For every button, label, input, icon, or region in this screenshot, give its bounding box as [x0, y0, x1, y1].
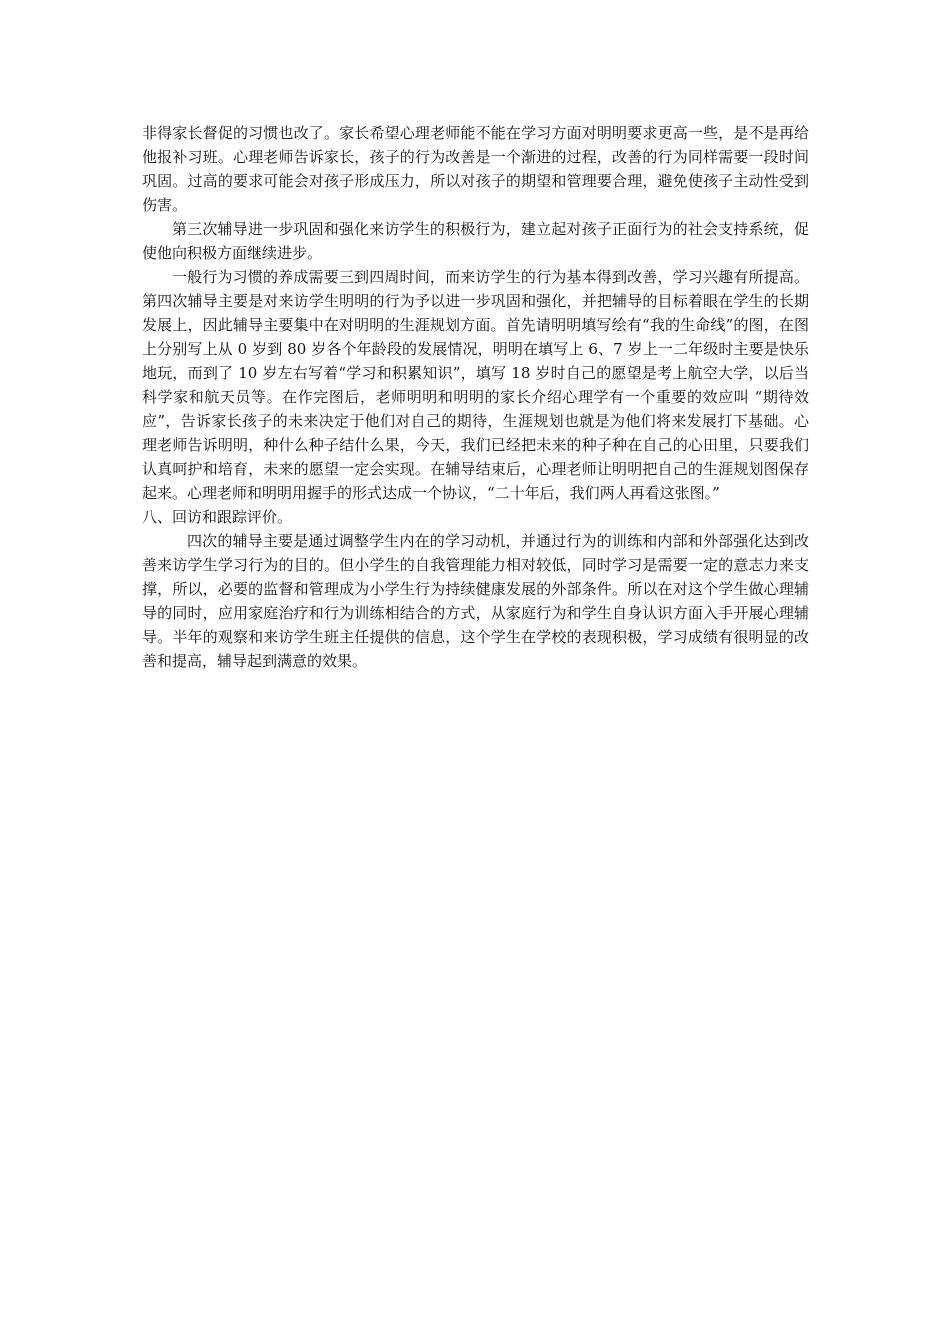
paragraph-third-session: 第三次辅导进一步巩固和强化来访学生的积极行为，建立起对孩子正面行为的社会支持系统，促使他向积极方面继续进步。 [142, 220, 809, 262]
paragraph-continuation: 非得家长督促的习惯也改了。家长希望心理老师能不能在学习方面对明明要求更高一些，是不是再给他报补习班。心理老师告诉家长，孩子的行为改善是一个渐进的过程，改善的行为同样需要一段时间巩固。过高的要求可能会对孩子形成压力，所以对孩子的期望和管理要合理，避免使孩子主动性受到伤害。 [142, 124, 809, 214]
paragraph-fourth-session: 一般行为习惯的养成需要三到四周时间，而来访学生的行为基本得到改善，学习兴趣有所提高。第四次辅导主要是对来访学生明明的行为予以进一步巩固和强化，并把辅导的目标着眼在学生的长期发展上，因此辅导主要集中在对明明的生涯规划方面。首先请明明填写绘有“我的生命线”的图，在图上分别写上从 0 岁到 80 岁各个年龄段的发展情况，明明在填写上 6、7 岁上一二年级时主要是快乐地玩，而到了 10 岁左右写着“学习和积累知识”，填写 18 岁时自己的愿望是考上航空大学，以后当科学家和航天员等。在作完图后，老师明明和明明的家长介绍心理学有一个重要的效应叫 “期待效应”，告诉家长孩子的未来决定于他们对自己的期待，生涯规划也就是为他们将来发展打下基础。心理老师告诉明明，种什么种子结什么果，今天，我们已经把未来的种子种在自己的心田里，只要我们认真呵护和培育，未来的愿望一定会实现。在辅导结束后，心理老师让明明把自己的生涯规划图保存起来。心理老师和明明用握手的形式达成一个协议，“二十年后，我们两人再看这张图。” [142, 268, 809, 502]
section-heading-followup: 八、回访和跟踪评价。 [142, 508, 293, 526]
document-body [142, 121, 809, 673]
paragraph-summary: 四次的辅导主要是通过调整学生内在的学习动机，并通过行为的训练和内部和外部强化达到改善来访学生学习行为的目的。但小学生的自我管理能力相对较低，同时学习是需要一定的意志力来支撑，所以，必要的监督和管理成为小学生行为持续健康发展的外部条件。所以在对这个学生做心理辅导的同时，应用家庭治疗和行为训练相结合的方式，从家庭行为和学生自身认识方面入手开展心理辅导。半年的观察和来访学生班主任提供的信息，这个学生在学校的表现积极，学习成绩有很明显的改善和提高，辅导起到满意的效果。 [142, 532, 809, 670]
